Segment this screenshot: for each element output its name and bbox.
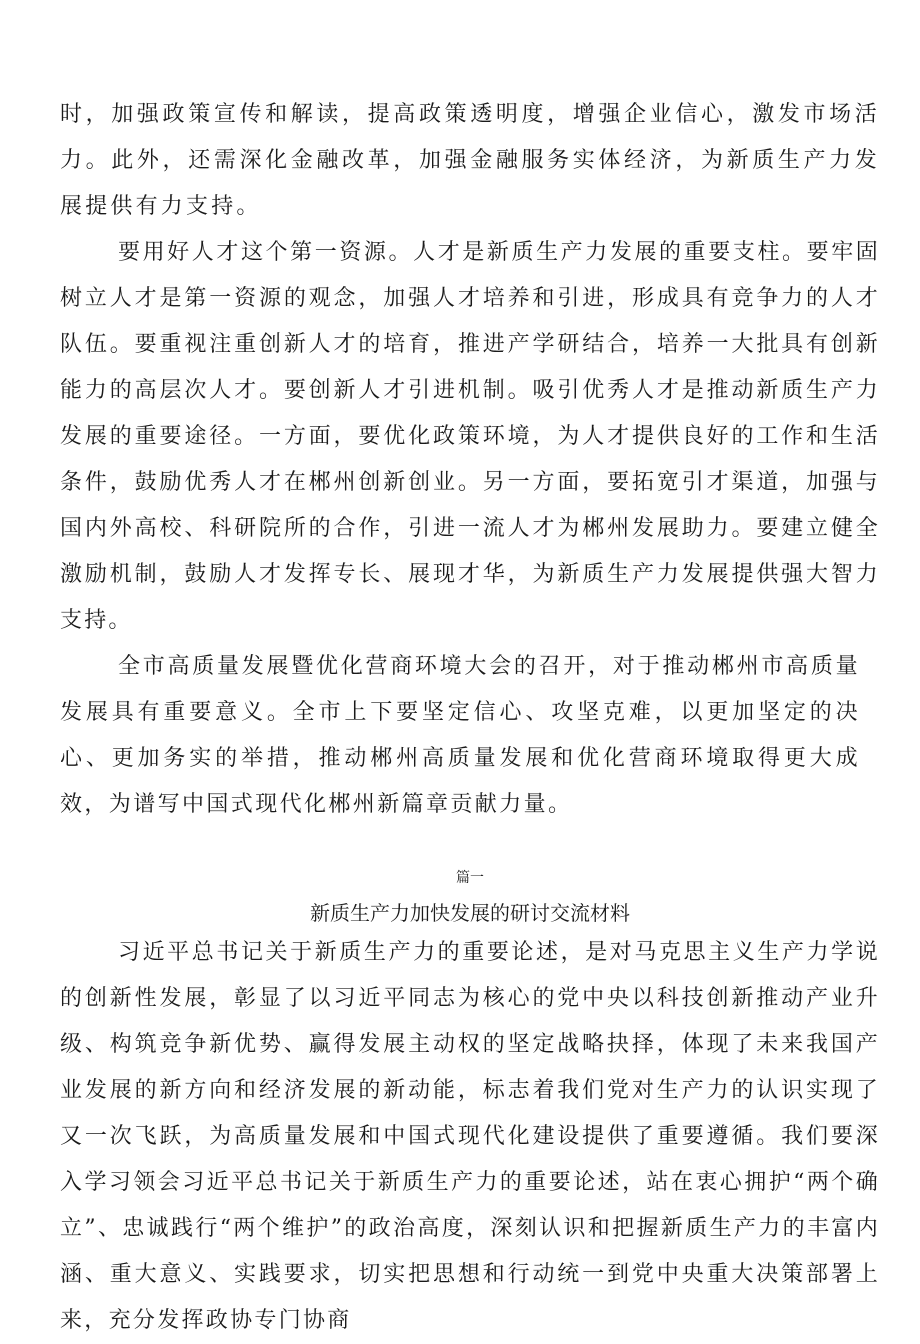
paragraph-conference-conclusion: 全市高质量发展暨优化营商环境大会的召开，对于推动郴州市高质量发展具有重要意义。全市上下要坚定信心、攻坚克难，以更加坚定的决心、更加务实的举措，推动郴州高质量发展和优化营商环境取得更大成效，为谱写中国式现代化郴州新篇章贡献力量。 — [60, 654, 860, 817]
section-label: 篇一 — [456, 870, 484, 886]
paragraph-new-productivity: 习近平总书记关于新质生产力的重要论述，是对马克思主义生产力学说的创新性发展，彰显了以习近平同志为核心的党中央以科技创新推动产业升级、构筑竞争新优势、赢得发展主动权的坚定战略抉择，体现了未来我国产业发展的新方向和经济发展的新动能，标志着我们党对生产力的认识实现了又一次飞跃，为高质量发展和中国式现代化建设提供了重要遵循。我们要深入学习领会习近平总书记关于新质生产力的重要论述，站在衷心拥护“两个确立”、忠诚践行“两个维护”的政治高度，深刻认识和把握新质生产力的丰富内涵、重大意义、实践要求，切实把思想和行动统一到党中央重大决策部署上来，充分发挥政协专门协商 — [60, 940, 880, 1333]
paragraph-talent-resource: 要用好人才这个第一资源。人才是新质生产力发展的重要支柱。要牢固树立人才是第一资源的观念，加强人才培养和引进，形成具有竞争力的人才队伍。要重视注重创新人才的培育，推进产学研结合，培养一大批具有创新能力的高层次人才。要创新人才引进机制。吸引优秀人才是推动新质生产力发展的重要途径。一方面，要优化政策环境，为人才提供良好的工作和生活条件，鼓励优秀人才在郴州创新创业。另一方面，要拓宽引才渠道，加强与国内外高校、科研院所的合作，引进一流人才为郴州发展助力。要建立健全激励机制，鼓励人才发挥专长、展现才华，为新质生产力发展提供强大智力支持。 — [60, 240, 880, 633]
section-title: 新质生产力加快发展的研讨交流材料 — [310, 901, 630, 925]
document-page — [60, 92, 880, 1344]
paragraph-finance-support: 时，加强政策宣传和解读，提高政策透明度，增强企业信心，激发市场活力。此外，还需深化金融改革，加强金融服务实体经济，为新质生产力发展提供有力支持。 — [60, 102, 880, 219]
